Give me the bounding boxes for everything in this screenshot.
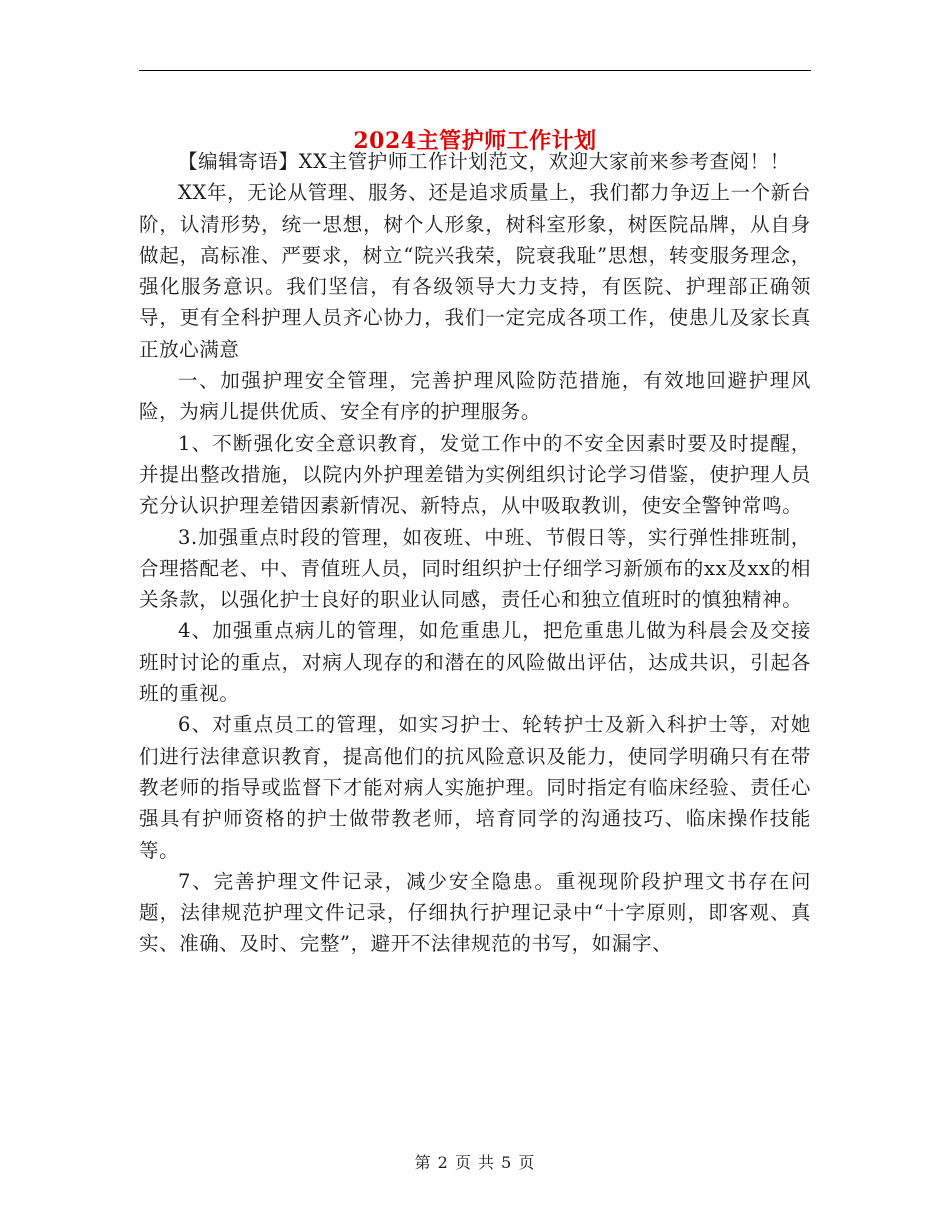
document-title: 2024主管护师工作计划 xyxy=(353,127,597,154)
document-body xyxy=(139,146,811,960)
header-rule xyxy=(139,70,811,71)
editor-note-paragraph: 【编辑寄语】XX主管护师工作计划范文，欢迎大家前来参考查阅！！ xyxy=(178,150,790,173)
item-6-paragraph: 6、对重点员工的管理，如实习护士、轮转护士及新入科护士等，对她们进行法律意识教育，提高他们的抗风险意识及能力，使同学明确只有在带教老师的指导或监督下才能对病人实施护理。同时指定有临床经验、责任心强具有护师资格的护士做带教老师，培育同学的沟通技巧、临床操作技能等。 xyxy=(139,713,811,862)
page-number-footer: 第 2 页 共 5 页 xyxy=(414,1153,536,1172)
intro-paragraph: XX年，无论从管理、服务、还是追求质量上，我们都力争迈上一个新台阶，认清形势，统一思想，树个人形象，树科室形象，树医院品牌，从自身做起，高标准、严要求，树立“院兴我荣，院衰我耻”思想，转变服务理念，强化服务意识。我们坚信，有各级领导大力支持，有医院、护理部正确领导，更有全科护理人员齐心协力，我们一定完成各项工作，使患儿及家长真正放心满意 xyxy=(139,181,811,361)
item-3-paragraph: 3.加强重点时段的管理，如夜班、中班、节假日等，实行弹性排班制，合理搭配老、中、青值班人员，同时组织护士仔细学习新颁布的xx及xx的相关条款，以强化护士良好的职业认同感，责任心和独立值班时的慎独精神。 xyxy=(139,525,811,612)
section-heading-paragraph: 一、加强护理安全管理，完善护理风险防范措施，有效地回避护理风险，为病儿提供优质、安全有序的护理服务。 xyxy=(139,369,811,424)
item-7-paragraph: 7、完善护理文件记录，减少安全隐患。重视现阶段护理文书存在问题，法律规范护理文件记录，仔细执行护理记录中“十字原则，即客观、真实、准确、及时、完整”，避开不法律规范的书写，如漏字、 xyxy=(139,869,811,956)
item-1-paragraph: 1、不断强化安全意识教育，发觉工作中的不安全因素时要及时提醒，并提出整改措施，以院内外护理差错为实例组织讨论学习借鉴，使护理人员充分认识护理差错因素新情况、新特点，从中吸取教训，使安全警钟常鸣。 xyxy=(139,431,811,518)
item-4-paragraph: 4、加强重点病儿的管理，如危重患儿，把危重患儿做为科晨会及交接班时讨论的重点，对病人现存的和潜在的风险做出评估，达成共识，引起各班的重视。 xyxy=(139,619,811,706)
